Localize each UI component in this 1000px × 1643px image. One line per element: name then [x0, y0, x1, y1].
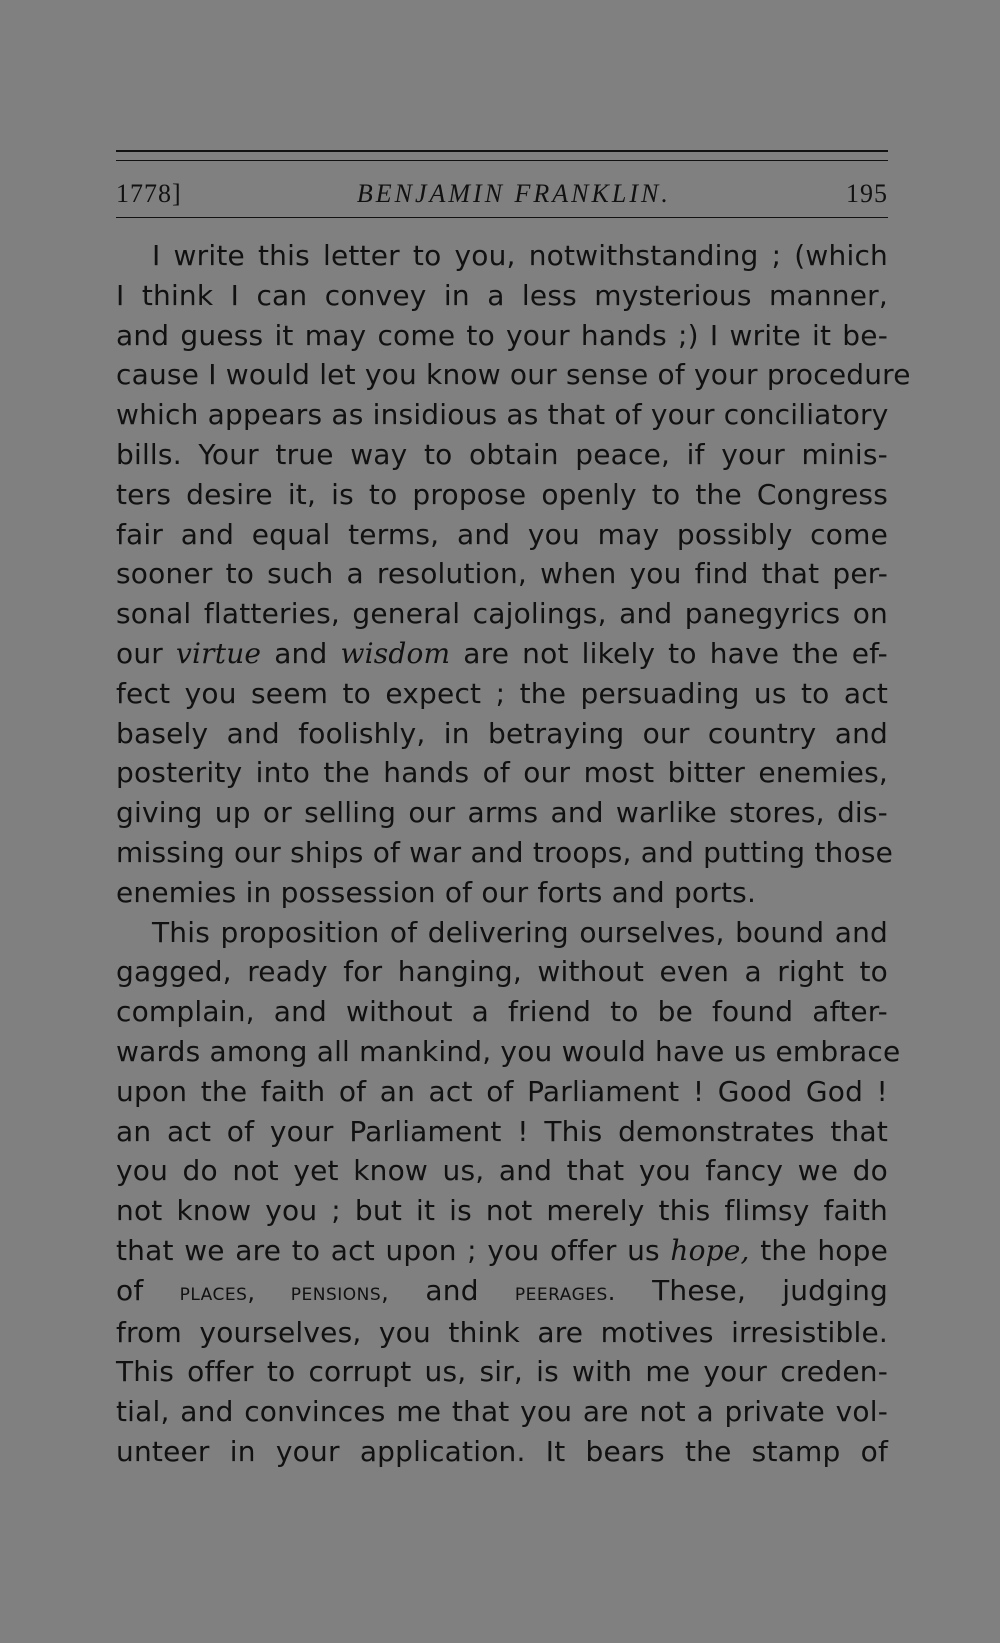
text-line: missing our ships of war and troops, and putting those	[116, 835, 894, 869]
text-fragment: and	[389, 1273, 515, 1307]
text-line: basely and foolishly, in betraying our country and	[116, 716, 888, 750]
text-line: I think I can convey in a less mysterious manner,	[116, 278, 888, 312]
small-caps-peerages: peerages.	[514, 1277, 616, 1306]
book-page	[116, 150, 911, 1472]
text-line: sonal flatteries, general cajolings, and panegyrics on	[116, 597, 888, 631]
text-line: gagged, ready for hanging, without even a right to	[116, 955, 888, 989]
running-head	[116, 179, 888, 209]
small-caps-places-pensions: places, pensions,	[179, 1277, 390, 1306]
text-line: which appears as insidious as that of your conciliatory	[116, 398, 889, 432]
text-line: upon the faith of an act of Parliament ! Good God !	[116, 1074, 888, 1108]
paragraph-1	[116, 236, 911, 913]
text-line-emphasis	[116, 634, 888, 674]
text-line: an act of your Parliament ! This demonstrates that	[116, 1114, 888, 1148]
text-line: fect you seem to expect ; the persuading us to act	[116, 676, 888, 710]
text-fragment: These, judging	[615, 1273, 888, 1307]
text-line: wards among all mankind, you would have us embrace	[116, 1034, 901, 1068]
header-rule-double-bottom	[116, 160, 888, 161]
running-head-title: BENJAMIN FRANKLIN.	[356, 179, 671, 208]
text-line: bills. Your true way to obtain peace, if your minis-	[116, 437, 888, 471]
text-fragment: and	[261, 636, 341, 670]
text-line: enemies in possession of our forts and ports.	[116, 875, 757, 909]
header-rule	[116, 217, 888, 218]
text-line-emphasis	[116, 1231, 888, 1271]
text-line: from yourselves, you think are motives irresistible.	[116, 1315, 888, 1349]
page-number: 195	[846, 179, 888, 208]
text-line: fair and equal terms, and you may possibly come	[116, 517, 888, 551]
italic-word-virtue: virtue	[175, 636, 262, 670]
text-line: This proposition of delivering ourselves, bound and	[152, 915, 888, 949]
italic-word-hope: hope,	[670, 1233, 750, 1267]
text-line: complain, and without a friend to be found after-	[116, 995, 888, 1029]
text-fragment: our	[116, 636, 176, 670]
running-head-year: 1778]	[116, 179, 182, 208]
text-fragment: are not likely to have the ef-	[450, 636, 888, 670]
text-line: I write this letter to you, notwithstanding ; (which	[152, 239, 888, 272]
text-line: you do not yet know us, and that you fancy we do	[116, 1154, 888, 1188]
text-line: cause I would let you know our sense of your procedure	[116, 358, 911, 392]
text-line: unteer in your application. It bears the stamp of	[116, 1434, 888, 1468]
text-line-small-caps	[116, 1271, 888, 1313]
text-fragment: of	[116, 1273, 180, 1307]
paragraph-2	[116, 913, 901, 1472]
text-line: giving up or selling our arms and warlike stores, dis-	[116, 796, 888, 830]
text-line: ters desire it, is to propose openly to the Congress	[116, 477, 888, 511]
text-line: sooner to such a resolution, when you find that per-	[116, 557, 888, 591]
text-fragment: the hope	[749, 1233, 888, 1267]
text-fragment: that we are to act upon ; you offer us	[116, 1233, 671, 1267]
text-line: tial, and convinces me that you are not a private vol-	[116, 1395, 888, 1429]
text-line: posterity into the hands of our most bitter enemies,	[116, 756, 888, 790]
text-line: and guess it may come to your hands ;) I write it be-	[116, 318, 888, 352]
italic-word-wisdom: wisdom	[340, 636, 451, 670]
text-line: not know you ; but it is not merely this flimsy faith	[116, 1194, 888, 1228]
body-text	[116, 236, 911, 1472]
header-rule-double-top	[116, 150, 888, 152]
text-line: This offer to corrupt us, sir, is with me your creden-	[116, 1355, 888, 1389]
